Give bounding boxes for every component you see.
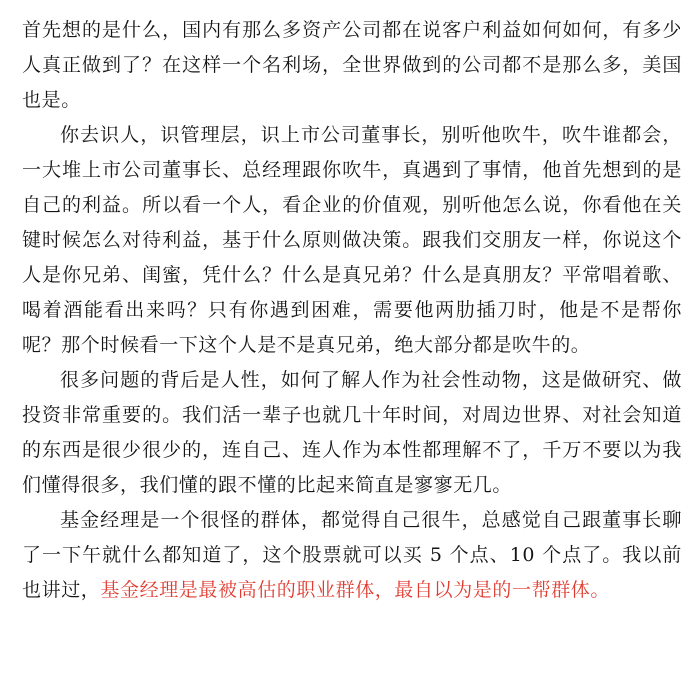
paragraph-1 [22, 13, 682, 118]
paragraph-3 [22, 363, 682, 503]
paragraph-1-text: 首先想的是什么，国内有那么多资产公司都在说客户利益如何如何，有多少人真正做到了？在这样一个名利场，全世界做到的公司都不是那么多，美国也是。 [22, 19, 682, 111]
paragraph-4 [22, 503, 682, 608]
highlighted-sentence: 基金经理是最被高估的职业群体，最自以为是的一帮群体。 [100, 579, 611, 601]
paragraph-4-text: 基金经理是一个很怪的群体，都觉得自己很牛，总感觉自己跟董事长聊了一下午就什么都知道了，这个股票就可以买 5 个点、10 个点了。我以前也讲过， [22, 509, 682, 601]
document-body [22, 13, 682, 608]
paragraph-3-text: 很多问题的背后是人性，如何了解人作为社会性动物，这是做研究、做投资非常重要的。我们活一辈子也就几十年时间，对周边世界、对社会知道的东西是很少很少的，连自己、连人作为本性都理解不了，千万不要以为我们懂得很多，我们懂的跟不懂的比起来简直是寥寥无几。 [22, 369, 682, 496]
right-edge [690, 0, 696, 698]
paragraph-2-text: 你去识人，识管理层，识上市公司董事长，别听他吹牛，吹牛谁都会，一大堆上市公司董事长、总经理跟你吹牛，真遇到了事情，他首先想到的是自己的利益。所以看一个人，看企业的价值观，别听他怎么说，你看他在关键时候怎么对待利益，基于什么原则做决策。跟我们交朋友一样，你说这个人是你兄弟、闺蜜，凭什么？什么是真兄弟？什么是真朋友？平常唱着歌、喝着酒能看出来吗？只有你遇到困难，需要他两肋插刀时，他是不是帮你呢？那个时候看一下这个人是不是真兄弟，绝大部分都是吹牛的。 [22, 124, 682, 356]
paragraph-2 [22, 118, 682, 363]
